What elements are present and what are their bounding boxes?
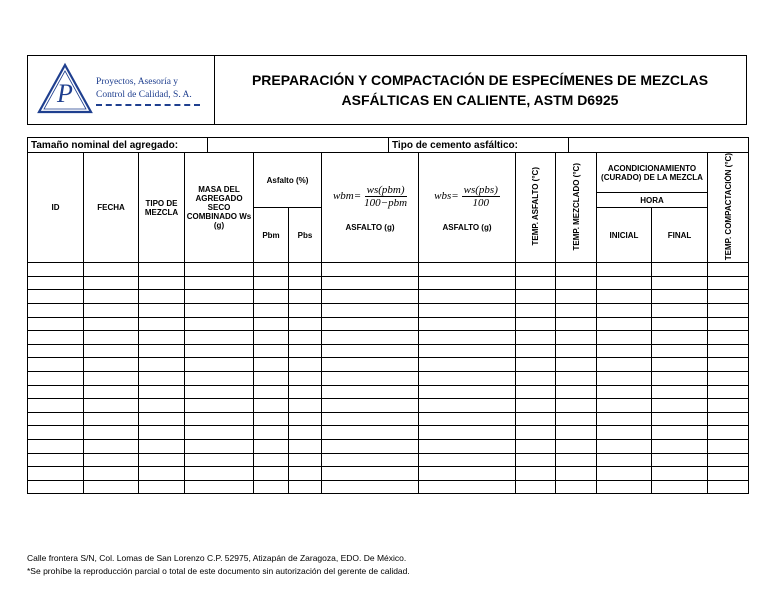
col-temp-compactacion	[708, 153, 749, 263]
table-cell[interactable]	[28, 467, 84, 481]
table-cell[interactable]	[139, 344, 185, 358]
table-cell[interactable]	[708, 453, 749, 467]
table-cell[interactable]	[322, 303, 419, 317]
table-cell[interactable]	[289, 303, 322, 317]
table-cell[interactable]	[289, 276, 322, 290]
table-row	[28, 426, 749, 440]
table-cell[interactable]	[139, 439, 185, 453]
table-cell[interactable]	[708, 331, 749, 345]
col-inicial: INICIAL	[597, 208, 652, 263]
table-row	[28, 290, 749, 304]
col-fecha: FECHA	[84, 153, 139, 263]
table-cell[interactable]	[419, 371, 516, 385]
table-cell[interactable]	[322, 467, 419, 481]
table-cell[interactable]	[556, 453, 597, 467]
table-cell[interactable]	[419, 385, 516, 399]
table-cell[interactable]	[597, 399, 652, 413]
table-cell[interactable]	[556, 467, 597, 481]
table-cell[interactable]	[28, 303, 84, 317]
table-row	[28, 276, 749, 290]
table-cell[interactable]	[139, 399, 185, 413]
aggregate-value-field[interactable]	[208, 138, 389, 153]
table-cell[interactable]	[652, 426, 708, 440]
table-row	[28, 385, 749, 399]
table-cell[interactable]	[652, 371, 708, 385]
table-cell[interactable]	[597, 467, 652, 481]
table-cell[interactable]	[708, 399, 749, 413]
table-cell[interactable]	[185, 467, 254, 481]
table-cell[interactable]	[708, 276, 749, 290]
table-cell[interactable]	[28, 317, 84, 331]
table-cell[interactable]	[516, 263, 556, 277]
table-cell[interactable]	[28, 426, 84, 440]
wbm-denominator: 100−pbm	[364, 196, 408, 209]
table-cell[interactable]	[708, 439, 749, 453]
table-cell[interactable]	[322, 317, 419, 331]
table-cell[interactable]	[185, 439, 254, 453]
table-cell[interactable]	[84, 276, 139, 290]
wbm-numerator: ws(pbm)	[366, 183, 405, 196]
table-cell[interactable]	[185, 426, 254, 440]
table-cell[interactable]	[652, 439, 708, 453]
table-cell[interactable]	[322, 426, 419, 440]
table-cell[interactable]	[289, 317, 322, 331]
table-cell[interactable]	[556, 426, 597, 440]
table-cell[interactable]	[597, 331, 652, 345]
table-cell[interactable]	[708, 467, 749, 481]
table-cell[interactable]	[84, 317, 139, 331]
table-cell[interactable]	[597, 426, 652, 440]
table-cell[interactable]	[289, 467, 322, 481]
table-cell[interactable]	[419, 317, 516, 331]
table-cell[interactable]	[84, 331, 139, 345]
table-cell[interactable]	[597, 480, 652, 494]
table-cell[interactable]	[84, 344, 139, 358]
temp-mezclado-label: TEMP. MEZCLADO (°C)	[571, 162, 581, 251]
table-cell[interactable]	[516, 399, 556, 413]
table-cell[interactable]	[516, 371, 556, 385]
table-cell[interactable]	[516, 467, 556, 481]
table-cell[interactable]	[289, 344, 322, 358]
table-cell[interactable]	[84, 399, 139, 413]
table-cell[interactable]	[289, 439, 322, 453]
table-cell[interactable]	[322, 358, 419, 372]
table-cell[interactable]	[185, 412, 254, 426]
table-cell[interactable]	[28, 371, 84, 385]
cement-label: Tipo de cemento asfáltico:	[389, 138, 569, 153]
table-cell[interactable]	[28, 385, 84, 399]
table-cell[interactable]	[139, 358, 185, 372]
table-cell[interactable]	[516, 290, 556, 304]
table-cell[interactable]	[708, 303, 749, 317]
table-cell[interactable]	[516, 344, 556, 358]
table-cell[interactable]	[185, 453, 254, 467]
table-cell[interactable]	[708, 371, 749, 385]
table-cell[interactable]	[289, 263, 322, 277]
table-cell[interactable]	[84, 439, 139, 453]
table-cell[interactable]	[597, 412, 652, 426]
table-cell[interactable]	[652, 331, 708, 345]
table-row	[28, 439, 749, 453]
logo-line-1: Proyectos, Asesoría y	[96, 77, 179, 87]
wbm-lhs: wbm=	[332, 190, 362, 203]
table-cell[interactable]	[254, 317, 289, 331]
wbs-numerator: ws(pbs)	[463, 183, 498, 196]
table-cell[interactable]	[322, 453, 419, 467]
table-cell[interactable]	[28, 276, 84, 290]
table-cell[interactable]	[556, 371, 597, 385]
company-logo-icon	[36, 62, 94, 116]
aggregate-label: Tamaño nominal del agregado:	[28, 138, 208, 153]
table-cell[interactable]	[419, 331, 516, 345]
title-line-2: ASFÁLTICAS EN CALIENTE, ASTM D6925	[341, 92, 619, 108]
table-cell[interactable]	[28, 358, 84, 372]
table-cell[interactable]	[254, 358, 289, 372]
document-header	[27, 55, 747, 125]
table-cell[interactable]	[185, 276, 254, 290]
table-cell[interactable]	[84, 263, 139, 277]
table-cell[interactable]	[419, 467, 516, 481]
table-cell[interactable]	[516, 303, 556, 317]
table-cell[interactable]	[556, 276, 597, 290]
table-cell[interactable]	[516, 385, 556, 399]
table-cell[interactable]	[84, 303, 139, 317]
table-cell[interactable]	[652, 303, 708, 317]
table-cell[interactable]	[289, 426, 322, 440]
table-cell[interactable]	[139, 426, 185, 440]
table-cell[interactable]	[322, 399, 419, 413]
table-cell[interactable]	[289, 290, 322, 304]
col-wbs	[419, 153, 516, 263]
table-cell[interactable]	[139, 331, 185, 345]
temp-asfalto-label: TEMP. ASFALTO (°C)	[531, 167, 540, 246]
table-cell[interactable]	[516, 439, 556, 453]
table-cell[interactable]	[708, 412, 749, 426]
table-cell[interactable]	[708, 290, 749, 304]
temp-compactacion-label: TEMP. COMPACTACIÓN (°C)	[723, 153, 733, 261]
table-cell[interactable]	[289, 412, 322, 426]
table-row	[28, 412, 749, 426]
table-cell[interactable]	[516, 480, 556, 494]
wbs-denominator: 100	[472, 196, 490, 209]
table-cell[interactable]	[322, 371, 419, 385]
table-cell[interactable]	[28, 453, 84, 467]
table-cell[interactable]	[28, 263, 84, 277]
table-cell[interactable]	[708, 385, 749, 399]
table-cell[interactable]	[516, 426, 556, 440]
table-cell[interactable]	[556, 303, 597, 317]
table-row	[28, 453, 749, 467]
table-cell[interactable]	[322, 480, 419, 494]
table-cell[interactable]	[597, 385, 652, 399]
table-cell[interactable]	[254, 385, 289, 399]
col-temp-asfalto	[516, 153, 556, 263]
table-cell[interactable]	[419, 426, 516, 440]
document-title	[214, 56, 746, 124]
table-cell[interactable]	[597, 358, 652, 372]
info-fields-row	[27, 137, 749, 153]
table-cell[interactable]	[139, 317, 185, 331]
table-cell[interactable]	[556, 480, 597, 494]
table-cell[interactable]	[254, 263, 289, 277]
table-row	[28, 303, 749, 317]
col-asfalto-pct: Asfalto (%)	[254, 153, 322, 208]
table-cell[interactable]	[516, 412, 556, 426]
table-cell[interactable]	[652, 399, 708, 413]
table-cell[interactable]	[84, 385, 139, 399]
table-cell[interactable]	[28, 344, 84, 358]
table-cell[interactable]	[28, 439, 84, 453]
table-cell[interactable]	[597, 317, 652, 331]
table-cell[interactable]	[556, 317, 597, 331]
table-cell[interactable]	[185, 317, 254, 331]
table-cell[interactable]	[84, 412, 139, 426]
table-cell[interactable]	[652, 276, 708, 290]
table-cell[interactable]	[652, 358, 708, 372]
table-cell[interactable]	[322, 385, 419, 399]
table-cell[interactable]	[254, 480, 289, 494]
table-cell[interactable]	[322, 263, 419, 277]
table-cell[interactable]	[139, 467, 185, 481]
table-cell[interactable]	[289, 385, 322, 399]
logo-company-name	[96, 76, 192, 102]
table-cell[interactable]	[185, 263, 254, 277]
table-cell[interactable]	[139, 263, 185, 277]
table-cell[interactable]	[84, 467, 139, 481]
table-cell[interactable]	[322, 276, 419, 290]
col-hora: HORA	[597, 193, 708, 208]
table-cell[interactable]	[84, 480, 139, 494]
table-cell[interactable]	[419, 303, 516, 317]
table-cell[interactable]	[652, 385, 708, 399]
logo-cell	[28, 56, 215, 124]
table-cell[interactable]	[28, 290, 84, 304]
table-cell[interactable]	[84, 426, 139, 440]
table-row	[28, 371, 749, 385]
table-cell[interactable]	[516, 317, 556, 331]
logo-line-2: Control de Calidad, S. A.	[96, 90, 192, 100]
table-cell[interactable]	[556, 358, 597, 372]
wbs-lhs: wbs=	[434, 190, 459, 203]
table-cell[interactable]	[419, 439, 516, 453]
table-cell[interactable]	[708, 263, 749, 277]
table-cell[interactable]	[708, 358, 749, 372]
table-cell[interactable]	[597, 371, 652, 385]
table-cell[interactable]	[516, 453, 556, 467]
table-cell[interactable]	[139, 371, 185, 385]
table-cell[interactable]	[139, 480, 185, 494]
table-cell[interactable]	[139, 385, 185, 399]
table-cell[interactable]	[556, 399, 597, 413]
table-cell[interactable]	[516, 358, 556, 372]
table-cell[interactable]	[652, 412, 708, 426]
table-cell[interactable]	[419, 480, 516, 494]
table-cell[interactable]	[652, 317, 708, 331]
table-row	[28, 331, 749, 345]
table-cell[interactable]	[254, 290, 289, 304]
table-cell[interactable]	[516, 276, 556, 290]
table-row	[28, 467, 749, 481]
table-cell[interactable]	[289, 453, 322, 467]
wbm-asfalto-label: ASFALTO (g)	[345, 222, 395, 232]
col-tipo-mezcla: TIPO DE MEZCLA	[139, 153, 185, 263]
col-pbs: Pbs	[289, 208, 322, 263]
table-cell[interactable]	[556, 344, 597, 358]
table-cell[interactable]	[84, 358, 139, 372]
col-acondicionamiento: ACONDICIONAMIENTO (CURADO) DE LA MEZCLA	[597, 153, 708, 193]
table-cell[interactable]	[254, 426, 289, 440]
table-cell[interactable]	[708, 480, 749, 494]
table-cell[interactable]	[419, 290, 516, 304]
wbm-formula	[333, 184, 407, 209]
specimen-table	[27, 152, 749, 494]
table-cell[interactable]	[289, 331, 322, 345]
table-cell[interactable]	[84, 453, 139, 467]
wbs-asfalto-label: ASFALTO (g)	[442, 222, 492, 232]
table-cell[interactable]	[597, 439, 652, 453]
table-cell[interactable]	[185, 331, 254, 345]
table-cell[interactable]	[254, 453, 289, 467]
logo-monogram: P	[57, 79, 73, 108]
table-cell[interactable]	[139, 276, 185, 290]
wbs-formula	[434, 184, 500, 209]
table-cell[interactable]	[652, 467, 708, 481]
table-cell[interactable]	[139, 412, 185, 426]
title-line-1: PREPARACIÓN Y COMPACTACIÓN DE ESPECÍMENES DE MEZCLAS	[251, 72, 709, 88]
col-id: ID	[28, 153, 84, 263]
table-cell[interactable]	[289, 399, 322, 413]
table-cell[interactable]	[28, 399, 84, 413]
table-cell[interactable]	[322, 439, 419, 453]
table-cell[interactable]	[254, 439, 289, 453]
table-cell[interactable]	[289, 371, 322, 385]
table-row	[28, 263, 749, 277]
table-cell[interactable]	[185, 371, 254, 385]
table-cell[interactable]	[322, 331, 419, 345]
table-cell[interactable]	[708, 426, 749, 440]
table-cell[interactable]	[254, 399, 289, 413]
table-cell[interactable]	[652, 263, 708, 277]
table-cell[interactable]	[419, 453, 516, 467]
table-cell[interactable]	[419, 399, 516, 413]
table-cell[interactable]	[652, 453, 708, 467]
table-cell[interactable]	[185, 303, 254, 317]
table-cell[interactable]	[708, 317, 749, 331]
table-cell[interactable]	[185, 385, 254, 399]
table-cell[interactable]	[516, 331, 556, 345]
table-cell[interactable]	[597, 303, 652, 317]
table-cell[interactable]	[28, 331, 84, 345]
table-cell[interactable]	[556, 412, 597, 426]
table-cell[interactable]	[322, 344, 419, 358]
table-cell[interactable]	[419, 344, 516, 358]
table-cell[interactable]	[185, 290, 254, 304]
table-cell[interactable]	[597, 453, 652, 467]
col-masa-agregado: MASA DEL AGREGADO SECO COMBINADO Ws (g)	[185, 153, 254, 263]
table-cell[interactable]	[419, 263, 516, 277]
table-cell[interactable]	[556, 331, 597, 345]
table-cell[interactable]	[289, 358, 322, 372]
table-row	[28, 358, 749, 372]
table-cell[interactable]	[556, 290, 597, 304]
table-cell[interactable]	[185, 344, 254, 358]
table-cell[interactable]	[139, 453, 185, 467]
table-cell[interactable]	[289, 480, 322, 494]
table-cell[interactable]	[28, 412, 84, 426]
logo-underline	[96, 104, 200, 106]
table-cell[interactable]	[419, 412, 516, 426]
table-cell[interactable]	[254, 303, 289, 317]
table-cell[interactable]	[322, 412, 419, 426]
table-cell[interactable]	[84, 371, 139, 385]
table-cell[interactable]	[254, 276, 289, 290]
table-cell[interactable]	[254, 371, 289, 385]
table-cell[interactable]	[139, 303, 185, 317]
table-cell[interactable]	[708, 344, 749, 358]
table-cell[interactable]	[556, 439, 597, 453]
cement-value-field[interactable]	[569, 138, 749, 153]
table-cell[interactable]	[556, 263, 597, 277]
table-cell[interactable]	[254, 344, 289, 358]
table-cell[interactable]	[652, 480, 708, 494]
table-cell[interactable]	[556, 385, 597, 399]
table-row	[28, 344, 749, 358]
table-cell[interactable]	[652, 290, 708, 304]
table-cell[interactable]	[419, 276, 516, 290]
table-cell[interactable]	[185, 480, 254, 494]
table-cell[interactable]	[84, 290, 139, 304]
table-cell[interactable]	[322, 290, 419, 304]
footer-address: Calle frontera S/N, Col. Lomas de San Lorenzo C.P. 52975, Atizapán de Zaragoza, EDO. De México.	[27, 553, 407, 563]
table-body	[28, 263, 749, 494]
table-row	[28, 480, 749, 494]
table-cell[interactable]	[597, 290, 652, 304]
table-cell[interactable]	[254, 467, 289, 481]
footer-notice: *Se prohíbe la reproducción parcial o total de este documento sin autorización del gerente de calidad.	[27, 566, 410, 576]
table-cell[interactable]	[28, 480, 84, 494]
col-temp-mezclado	[556, 153, 597, 263]
table-cell[interactable]	[185, 358, 254, 372]
table-cell[interactable]	[597, 263, 652, 277]
table-cell[interactable]	[419, 358, 516, 372]
table-cell[interactable]	[254, 331, 289, 345]
table-cell[interactable]	[597, 344, 652, 358]
col-wbm	[322, 153, 419, 263]
table-row	[28, 399, 749, 413]
table-cell[interactable]	[139, 290, 185, 304]
table-cell[interactable]	[185, 399, 254, 413]
col-final: FINAL	[652, 208, 708, 263]
col-pbm: Pbm	[254, 208, 289, 263]
table-row	[28, 317, 749, 331]
table-cell[interactable]	[652, 344, 708, 358]
table-cell[interactable]	[597, 276, 652, 290]
table-cell[interactable]	[254, 412, 289, 426]
